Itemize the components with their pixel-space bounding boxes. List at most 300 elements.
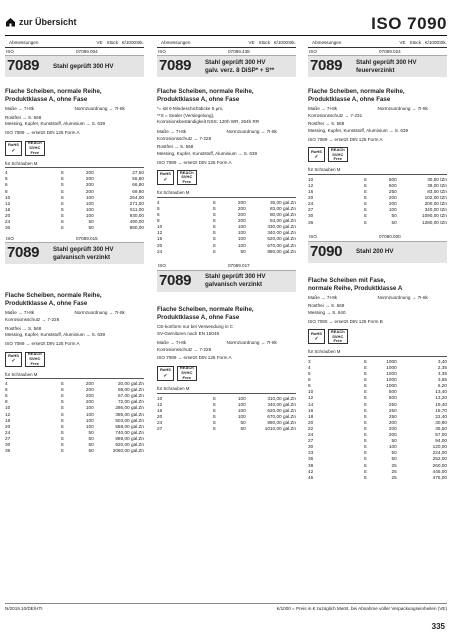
size-cell: 22 [308,425,314,431]
price-cell: 67,00 gal.Zn [117,393,144,399]
price-cell: 39,00 tZn [427,183,447,188]
qty-cell: 50 [391,213,397,219]
column-2 [157,41,296,432]
table-row [5,225,144,231]
size-cell: 30 [308,444,314,450]
ve-cell: S [212,420,216,425]
size-cell: 36 [308,456,314,462]
size-cell: 5 [5,176,8,182]
qty-cell: 100 [237,230,246,236]
ve-cell: S [60,448,64,454]
price-cell: 13,20 [435,395,447,401]
size-cell: 4 [157,199,160,205]
header-rule [5,35,447,36]
price-cell: 740,00 gal.Zn [115,429,144,435]
ve-cell: S [60,435,64,441]
price-cell: 340,00 tZn [424,207,447,213]
reach-badge: REACh SVHC Free [328,329,348,344]
qty-cell: 50 [88,225,94,231]
price-cell: 340,00 gal.Zn [267,401,296,407]
ve-cell: S [60,225,64,231]
qty-cell: 1000 [386,358,397,364]
ve-cell: S [60,182,64,188]
size-cell: 5 [308,371,311,377]
size-cell: 30 [5,442,11,448]
price-table [5,170,144,231]
price-cell: 271,00 [129,200,144,206]
size-cell: 36 [5,448,11,454]
ve-cell: S [363,450,367,456]
ve-cell: S [363,201,367,207]
product-number: 7089 [159,271,192,289]
size-cell: 42 [308,468,314,474]
qty-cell: 50 [88,448,94,454]
price-cell: 340,00 gal.Zn [267,230,296,236]
qty-cell: 200 [237,199,246,205]
size-cell: 45 [308,474,314,480]
qty-cell: 500 [388,395,397,401]
price-cell: 69,80 [132,188,144,194]
price-cell: 1280,00 tZn [421,219,447,225]
notes: Maße → 7I-8k Normzuordnung → 7I-8k Rostfrei → S. 569 Messing → S. 640 ISO 7090 → ersetzt DIN 125 Form B [308,294,428,324]
price-cell: 94,00 [435,438,447,444]
qty-cell: 50 [88,429,94,435]
home-icon [5,17,16,27]
article-code-row: ISO 07089.004 [6,48,98,54]
size-cell: 10 [157,395,163,401]
reach-badge: REACh SVHC Free [25,352,45,367]
price-cell: 264,00 [129,194,144,200]
ve-cell: S [363,432,367,438]
price-cell: 620,00 gal.Zn [267,407,296,413]
size-cell: 12 [308,395,314,401]
price-cell: 670,00 gal.Zn [267,413,296,419]
size-cell: 24 [308,201,314,207]
qty-cell: 100 [237,401,246,407]
product-number: 7089 [310,57,343,75]
price-cell: 19,40 [435,401,447,407]
ve-cell: S [363,365,367,370]
size-cell: 24 [308,432,314,438]
section-title: Flache Scheiben, normale Reihe, Produktklasse A, ohne Fase [157,305,254,321]
reach-badge: REACh SVHC Free [25,141,45,156]
ve-cell: S [363,189,367,195]
product-box: 7089 Stahl geprüft 300 HV feuerverzinkt [308,55,447,77]
size-cell: 16 [157,236,163,242]
qty-cell: 50 [391,219,397,225]
qty-cell: 50 [391,450,397,456]
qty-cell: 200 [85,182,94,188]
qty-cell: 200 [388,419,397,425]
price-cell: 503,00 gal.Zn [115,417,144,423]
product-box: 7089 Stahl geprüft 300 HV galvanisch verzinkt [5,242,144,264]
size-cell: 10 [308,176,314,182]
size-cell: 39 [308,462,314,468]
price-cell: 59,00 gal.Zn [117,387,144,393]
price-cell: 385,00 gal.Zn [115,411,144,417]
ve-cell: S [212,224,216,230]
back-to-overview-link[interactable] [5,17,77,27]
back-link-label: zur Übersicht [19,17,77,27]
table-row [157,426,296,432]
section-title: Flache Scheiben mit Fase, normale Reihe, Produktklasse A [308,276,403,292]
qty-cell: 1000 [386,383,397,389]
rohs-badge: RoHS ✓ [157,170,174,185]
size-cell: 27 [308,438,314,444]
product-number: 7090 [310,242,343,260]
ve-cell: S [363,456,367,462]
price-cell: 890,00 gal.Zn [267,420,296,425]
reach-badge: REACh SVHC Free [328,147,348,162]
qty-cell: 200 [237,212,246,218]
product-box: 7089 Stahl geprüft 300 HV galvanisch verzinkt [157,270,296,292]
price-cell: 445,00 [432,468,447,474]
size-cell: 8 [157,218,160,224]
size-cell: 8 [308,383,311,389]
qty-cell: 200 [388,201,397,207]
price-cell: 286,00 gal.Zn [115,405,144,411]
price-cell: 80,00 gal.Zn [269,212,296,218]
size-cell: 5 [5,387,8,393]
ve-cell: S [363,371,367,377]
ve-cell: S [60,176,64,182]
compliance-badges [5,141,144,156]
table-label: für Schrauben M [5,161,144,169]
price-cell: 22,40 [435,413,447,419]
ve-cell: S [212,407,216,413]
rohs-badge: RoHS ✓ [5,141,22,156]
reach-badge: REACh SVHC Free [177,170,197,185]
ve-cell: S [212,199,216,205]
size-cell: 16 [308,189,314,195]
size-cell: 8 [5,399,8,405]
qty-cell: 100 [85,423,94,429]
price-cell: 13,40 [435,389,447,395]
qty-cell: 100 [85,411,94,417]
qty-cell: 100 [237,395,246,401]
size-cell: 14 [308,401,314,407]
price-cell: 620,00 gal.Zn [267,236,296,242]
size-cell: 20 [308,419,314,425]
column-header: Abmessungen VE Stück €/1000Stk. [5,41,144,48]
price-cell: 511,00 [130,206,144,212]
price-cell: 475,00 [432,474,447,480]
section-title: Flache Scheiben, normale Reihe, Produktklasse A, ohne Fase [5,88,102,104]
price-cell: 102,00 tZn [424,195,447,201]
price-cell: 310,00 gal.Zn [267,395,296,401]
price-cell: 880,00 [129,225,144,231]
ve-cell: S [363,444,367,450]
price-cell: 568,00 gal.Zn [115,423,144,429]
ve-cell: S [212,218,216,224]
qty-cell: 1000 [386,371,397,377]
size-cell: 10 [308,389,314,395]
qty-cell: 200 [85,176,94,182]
price-cell: 880,00 gal.Zn [267,248,296,254]
product-box: 7090 Stahl 200 HV [308,241,447,263]
qty-cell: 50 [240,420,246,425]
price-table [157,200,296,255]
ve-cell: S [60,200,64,206]
footer-code: N/2019.10/DE/HTI [5,606,43,611]
ve-cell: S [363,195,367,201]
qty-cell: 200 [85,399,94,405]
price-cell: 83,00 tZn [427,189,447,195]
price-cell: 260,00 [432,462,447,468]
product-box: 7089 Stahl geprüft 300 HV galv. verz. 8 DiSP* + S** [157,55,296,77]
reach-badge: REACh SVHC Free [177,366,197,381]
price-cell: 84,00 gal.Zn [269,218,296,224]
price-cell: 120,00 [432,444,447,450]
qty-cell: 50 [391,438,397,444]
size-cell: 30 [308,213,314,219]
rohs-badge: RoHS ✓ [157,366,174,381]
price-cell: 19,70 [435,407,447,413]
table-row [308,220,447,226]
ve-cell: S [363,213,367,219]
price-cell: 1010,00 gal.Zn [264,426,296,432]
product-box [5,55,144,77]
qty-cell: 100 [85,206,94,212]
ve-cell: S [212,426,216,432]
ve-cell: S [363,407,367,413]
price-cell: 3,65 [437,377,447,383]
ve-cell: S [363,395,367,401]
size-cell: 6 [5,393,8,399]
qty-cell: 200 [237,218,246,224]
qty-cell: 250 [388,401,397,407]
column-1 [5,41,144,454]
size-cell: 20 [5,423,11,429]
page-footer [5,603,447,611]
size-cell: 24 [5,219,11,224]
price-cell: 72,00 gal.Zn [117,399,144,405]
table-label: für Schrauben M [308,167,447,175]
price-cell: 224,00 [432,450,447,456]
price-cell: 20,00 gal.Zn [117,381,144,387]
size-cell: 8 [5,188,8,194]
ve-cell: S [60,411,64,417]
size-cell: 6 [308,377,311,383]
notes: Maße → 7I-8k Normzuordnung → 7I-8k Rostfrei → S. 568 Messing, Kupfer, Kunststoff, Aluminium → S. 639 ISO 7089 → ersetzt DIN 125 Form A [5,106,125,136]
size-cell: 16 [5,417,11,423]
price-table [308,177,447,226]
price-cell: 3,35 [437,371,447,377]
size-cell: 36 [308,219,314,225]
price-cell: 490,00 [129,219,144,224]
price-cell: 3,40 [437,358,447,364]
column-header: Abmessungen VE Stück €/1000Stk. [308,41,447,48]
rohs-badge: RoHS ✓ [308,147,325,162]
price-cell: 670,00 gal.Zn [267,242,296,248]
price-cell: 252,00 [432,456,447,462]
ve-cell: S [60,393,64,399]
qty-cell: 200 [85,381,94,387]
qty-cell: 100 [388,444,397,450]
size-cell: 20 [157,242,163,248]
product-number: 7089 [159,57,192,75]
qty-cell: 500 [388,389,397,395]
ve-cell: S [60,429,64,435]
size-cell: 10 [5,194,11,200]
product-desc: Stahl geprüft 300 HV [53,62,114,70]
table-label: für Schrauben M [157,190,296,198]
notes: Maße → 7I-8k Normzuordnung → 7I-8k Korrosionsschutz → 7-231 Rostfrei → S. 568 Messing, Kupfer, Kunststoff, Aluminium → S. 639 ISO 7089 → ersetzt DIN 125 Form A [308,106,428,142]
price-cell: 35,00 gal.Zn [269,199,296,205]
qty-cell: 100 [85,194,94,200]
rohs-badge: RoHS ✓ [5,352,22,367]
qty-cell: 100 [85,200,94,206]
ve-cell: S [363,358,367,364]
compliance-badges [308,329,447,344]
table-row [157,249,296,255]
size-cell: 10 [157,224,163,230]
qty-cell: 100 [85,212,94,218]
ve-cell: S [363,219,367,225]
ve-cell: S [60,387,64,393]
ve-cell: S [363,413,367,419]
size-cell: 16 [157,407,163,413]
table-label: für Schrauben M [308,349,447,357]
qty-cell: 1000 [386,365,397,370]
size-cell: 20 [308,195,314,201]
price-cell: 920,00 gal.Zn [115,442,144,448]
qty-cell: 1000 [386,377,397,383]
price-cell: 57,00 [435,432,447,438]
ve-cell: S [212,242,216,248]
size-cell: 6 [157,212,160,218]
ve-cell: S [60,423,64,429]
size-cell: 3 [308,358,311,364]
price-table [157,396,296,433]
ve-cell: S [363,419,367,425]
size-cell: 27 [308,207,314,213]
size-cell: 18 [308,413,314,419]
qty-cell: 25 [391,474,397,480]
size-cell: 27 [157,426,163,432]
qty-cell: 250 [388,407,397,413]
size-cell: 12 [308,183,314,188]
ve-cell: S [363,462,367,468]
notes: Maße → 7I-8k Normzuordnung → 7I-8k Korrosionsschutz → 7-228 Rostfrei → S. 568 Messing, Kupfer, Kunststoff, Aluminium → S. 639 ISO 7089 → ersetzt DIN 125 Form A [5,310,125,346]
price-cell: 200,00 tZn [424,201,447,207]
ve-cell: S [363,401,367,407]
section-title: Flache Scheiben, normale Reihe, Produktklasse A, ohne Fase [5,292,102,308]
rohs-badge: RoHS ✓ [308,329,325,344]
price-table [308,359,447,481]
price-cell: 66,80 [132,182,144,188]
size-cell: 12 [157,401,163,407]
qty-cell: 50 [88,442,94,448]
ve-cell: S [363,389,367,395]
qty-cell: 100 [85,405,94,411]
price-cell: 2060,00 gal.Zn [112,448,144,454]
table-label: für Schrauben M [157,386,296,394]
size-cell: 20 [5,212,11,218]
qty-cell: 50 [240,426,246,432]
ve-cell: S [60,170,64,176]
qty-cell: 500 [388,183,397,188]
qty-cell: 200 [85,393,94,399]
ve-cell: S [363,183,367,188]
qty-cell: 200 [237,205,246,211]
qty-cell: 50 [88,435,94,441]
price-cell: 27,50 [132,170,144,176]
price-cell: 56,80 [132,176,144,182]
size-cell: 30 [5,225,11,231]
qty-cell: 100 [237,407,246,413]
product-number: 7089 [7,244,40,262]
qty-cell: 250 [388,189,397,195]
compliance-badges [157,366,296,381]
footer-note: €/1000 = Preis in € zuzüglich MwSt. bei Abnahme voller Verpackungseinheiten (VE) [276,606,447,611]
page-title: ISO 7090 [371,14,447,33]
price-cell: 930,00 [129,212,144,218]
qty-cell: 100 [237,242,246,248]
price-cell: 330,00 gal.Zn [267,224,296,230]
ve-cell: S [212,395,216,401]
price-cell: 30,50 tZn [427,176,447,182]
size-cell: 12 [5,411,11,417]
table-row [5,448,144,454]
article-code-row: ISO 07089.438 [158,48,250,54]
qty-cell: 50 [391,456,397,462]
ve-cell: S [212,230,216,236]
size-cell: 4 [5,381,8,387]
qty-cell: 25 [391,468,397,474]
article-code-row: ISO 07089.015 [6,235,98,241]
size-cell: 4 [5,170,8,176]
ve-cell: S [212,413,216,419]
column-header: Abmessungen VE Stück €/1000Stk. [157,41,296,48]
size-cell: 16 [5,206,11,212]
ve-cell: S [212,401,216,407]
size-cell: 24 [5,429,11,435]
table-label: für Schrauben M [5,372,144,380]
product-number: 7089 [7,57,40,75]
column-3 [308,41,447,481]
article-code-row: ISO 07089.024 [309,48,401,54]
compliance-badges [5,352,144,367]
size-cell: 20 [157,413,163,419]
price-cell: 2,35 [437,365,447,370]
ve-cell: S [60,381,64,387]
qty-cell: 100 [388,207,397,213]
size-cell: 33 [308,450,314,456]
qty-cell: 25 [391,462,397,468]
ve-cell: S [363,377,367,383]
size-cell: 5 [157,205,160,211]
article-code-row: ISO 07089.017 [158,263,250,269]
size-cell: 4 [308,365,311,370]
qty-cell: 200 [85,387,94,393]
qty-cell: 200 [388,432,397,438]
ve-cell: S [60,188,64,194]
qty-cell: 50 [88,219,94,224]
size-cell: 12 [5,200,11,206]
ve-cell: S [60,417,64,423]
ve-cell: S [363,425,367,431]
ve-cell: S [60,206,64,212]
ve-cell: S [60,399,64,405]
compliance-badges [157,170,296,185]
ve-cell: S [212,205,216,211]
price-cell: 35,50 [435,425,447,431]
size-cell: 12 [157,230,163,236]
ve-cell: S [212,212,216,218]
ve-cell: S [363,438,367,444]
qty-cell: 200 [388,425,397,431]
